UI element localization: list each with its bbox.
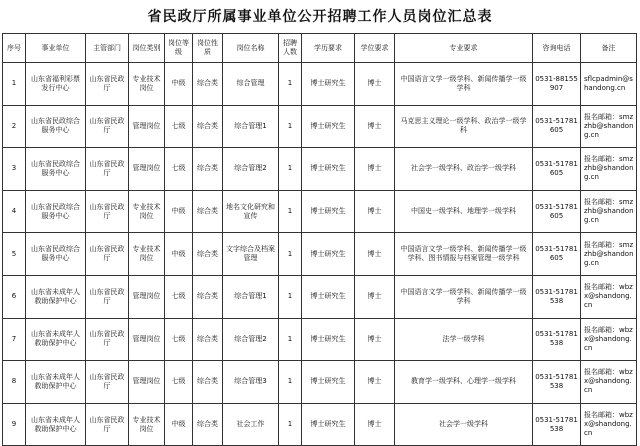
cell-unit: 山东省未成年人救助保护中心: [26, 403, 86, 446]
cell-phone: 0531-51781538: [533, 318, 581, 361]
header-edu: 学历要求: [302, 34, 355, 63]
cell-major: 中国史一级学科、地理学一级学科: [395, 190, 533, 233]
cell-unit: 山东省福利彩票发行中心: [26, 63, 86, 106]
cell-dept: 山东省民政厅: [86, 148, 129, 191]
cell-post: 综合管理1: [223, 275, 279, 318]
table-row: [3, 403, 637, 446]
header-degree: 学位要求: [355, 34, 395, 63]
cell-degree: 博士: [355, 233, 395, 276]
cell-note: 报名邮箱：smzzhb@shandong.cn: [581, 190, 637, 233]
table-row: [3, 190, 637, 233]
cell-degree: 博士: [355, 190, 395, 233]
cell-no: 6: [3, 275, 26, 318]
cell-category: 管理岗位: [129, 275, 165, 318]
cell-phone: 0531-51781605: [533, 105, 581, 148]
cell-phone: 0531-51781605: [533, 233, 581, 276]
cell-edu: 博士研究生: [302, 318, 355, 361]
table-row: [3, 361, 637, 404]
header-no: 序号: [3, 34, 26, 63]
cell-note: 报名邮箱：wbzx@shandong.cn: [581, 275, 637, 318]
table-row: [3, 63, 637, 106]
cell-major: 社会学一级学科: [395, 403, 533, 446]
cell-no: 9: [3, 403, 26, 446]
cell-unit: 山东省民政综合服务中心: [26, 105, 86, 148]
table-header-row: [3, 34, 637, 63]
cell-dept: 山东省民政厅: [86, 63, 129, 106]
header-unit: 事业单位: [26, 34, 86, 63]
cell-grade: 七级: [165, 361, 193, 404]
cell-category: 专业技术岗位: [129, 63, 165, 106]
cell-nature: 综合类: [193, 403, 223, 446]
cell-nature: 综合类: [193, 63, 223, 106]
cell-edu: 博士研究生: [302, 275, 355, 318]
cell-edu: 博士研究生: [302, 361, 355, 404]
cell-post: 综合管理: [223, 63, 279, 106]
table-row: [3, 105, 637, 148]
cell-major: 中国语言文学一级学科、新闻传播学一级学科、图书情报与档案管理一级学科: [395, 233, 533, 276]
cell-no: 1: [3, 63, 26, 106]
cell-dept: 山东省民政厅: [86, 190, 129, 233]
cell-category: 管理岗位: [129, 361, 165, 404]
cell-unit: 山东省民政综合服务中心: [26, 233, 86, 276]
cell-nature: 综合类: [193, 275, 223, 318]
cell-category: 专业技术岗位: [129, 190, 165, 233]
cell-dept: 山东省民政厅: [86, 403, 129, 446]
cell-grade: 中级: [165, 233, 193, 276]
header-phone: 咨询电话: [533, 34, 581, 63]
cell-category: 专业技术岗位: [129, 233, 165, 276]
cell-no: 7: [3, 318, 26, 361]
cell-count: 1: [279, 148, 302, 191]
cell-grade: 七级: [165, 275, 193, 318]
cell-phone: 0531-51781538: [533, 403, 581, 446]
header-major: 专业要求: [395, 34, 533, 63]
cell-grade: 七级: [165, 318, 193, 361]
cell-major: 法学一级学科: [395, 318, 533, 361]
cell-edu: 博士研究生: [302, 105, 355, 148]
cell-degree: 博士: [355, 105, 395, 148]
cell-phone: 0531-88155907: [533, 63, 581, 106]
cell-note: 报名邮箱：wbzx@shandong.cn: [581, 361, 637, 404]
cell-post: 综合管理2: [223, 148, 279, 191]
cell-nature: 综合类: [193, 233, 223, 276]
cell-category: 管理岗位: [129, 105, 165, 148]
header-post: 岗位名称: [223, 34, 279, 63]
cell-phone: 0531-51781605: [533, 190, 581, 233]
header-note: 备注: [581, 34, 637, 63]
cell-note: 报名邮箱：wbzx@shandong.cn: [581, 403, 637, 446]
cell-degree: 博士: [355, 63, 395, 106]
cell-grade: 中级: [165, 403, 193, 446]
header-grade: 岗位等级: [165, 34, 193, 63]
cell-count: 1: [279, 361, 302, 404]
cell-no: 4: [3, 190, 26, 233]
cell-note: sflcpadmin@shandong.cn: [581, 63, 637, 106]
cell-unit: 山东省民政综合服务中心: [26, 148, 86, 191]
cell-post: 综合管理2: [223, 318, 279, 361]
cell-phone: 0531-51781538: [533, 361, 581, 404]
cell-no: 5: [3, 233, 26, 276]
cell-dept: 山东省民政厅: [86, 318, 129, 361]
cell-nature: 综合类: [193, 361, 223, 404]
cell-nature: 综合类: [193, 318, 223, 361]
cell-edu: 博士研究生: [302, 63, 355, 106]
cell-phone: 0531-51781605: [533, 148, 581, 191]
cell-nature: 综合类: [193, 148, 223, 191]
cell-degree: 博士: [355, 361, 395, 404]
cell-unit: 山东省未成年人救助保护中心: [26, 318, 86, 361]
cell-grade: 七级: [165, 105, 193, 148]
document-title: 省民政厅所属事业单位公开招聘工作人员岗位汇总表: [147, 9, 493, 25]
cell-edu: 博士研究生: [302, 148, 355, 191]
cell-category: 管理岗位: [129, 148, 165, 191]
header-dept: 主管部门: [86, 34, 129, 63]
cell-count: 1: [279, 233, 302, 276]
positions-table: [2, 33, 637, 446]
cell-degree: 博士: [355, 148, 395, 191]
cell-dept: 山东省民政厅: [86, 105, 129, 148]
cell-count: 1: [279, 105, 302, 148]
cell-post: 社会工作: [223, 403, 279, 446]
cell-grade: 七级: [165, 148, 193, 191]
cell-post: 文字综合及档案管理: [223, 233, 279, 276]
cell-major: 中国语言文学一级学科、新闻传播学一级学科: [395, 275, 533, 318]
cell-count: 1: [279, 318, 302, 361]
cell-major: 马克思主义理论一级学科、政治学一级学科: [395, 105, 533, 148]
table-row: [3, 275, 637, 318]
cell-dept: 山东省民政厅: [86, 275, 129, 318]
table-row: [3, 148, 637, 191]
cell-edu: 博士研究生: [302, 190, 355, 233]
cell-count: 1: [279, 275, 302, 318]
cell-degree: 博士: [355, 403, 395, 446]
cell-count: 1: [279, 403, 302, 446]
cell-note: 报名邮箱：smzzhb@shandong.cn: [581, 233, 637, 276]
cell-note: 报名邮箱：smzzhb@shandong.cn: [581, 105, 637, 148]
cell-post: 综合管理1: [223, 105, 279, 148]
cell-note: 报名邮箱：smzzhb@shandong.cn: [581, 148, 637, 191]
cell-nature: 综合类: [193, 190, 223, 233]
cell-grade: 中级: [165, 63, 193, 106]
cell-category: 专业技术岗位: [129, 403, 165, 446]
cell-dept: 山东省民政厅: [86, 233, 129, 276]
cell-no: 8: [3, 361, 26, 404]
cell-edu: 博士研究生: [302, 403, 355, 446]
cell-unit: 山东省未成年人救助保护中心: [26, 361, 86, 404]
cell-major: 教育学一级学科、心理学一级学科: [395, 361, 533, 404]
cell-phone: 0531-51781538: [533, 275, 581, 318]
cell-nature: 综合类: [193, 105, 223, 148]
cell-post: 综合管理3: [223, 361, 279, 404]
cell-major: 社会学一级学科、政治学一级学科: [395, 148, 533, 191]
header-count: 招聘人数: [279, 34, 302, 63]
cell-dept: 山东省民政厅: [86, 361, 129, 404]
cell-count: 1: [279, 190, 302, 233]
cell-post: 地名文化研究和宣传: [223, 190, 279, 233]
cell-note: 报名邮箱：wbzx@shandong.cn: [581, 318, 637, 361]
cell-degree: 博士: [355, 275, 395, 318]
cell-grade: 中级: [165, 190, 193, 233]
cell-no: 2: [3, 105, 26, 148]
header-nature: 岗位性质: [193, 34, 223, 63]
cell-edu: 博士研究生: [302, 233, 355, 276]
cell-degree: 博士: [355, 318, 395, 361]
cell-major: 中国语言文学一级学科、新闻传播学一级学科: [395, 63, 533, 106]
cell-count: 1: [279, 63, 302, 106]
cell-category: 管理岗位: [129, 318, 165, 361]
cell-no: 3: [3, 148, 26, 191]
cell-unit: 山东省未成年人救助保护中心: [26, 275, 86, 318]
cell-unit: 山东省民政综合服务中心: [26, 190, 86, 233]
table-row: [3, 318, 637, 361]
table-row: [3, 233, 637, 276]
header-category: 岗位类别: [129, 34, 165, 63]
